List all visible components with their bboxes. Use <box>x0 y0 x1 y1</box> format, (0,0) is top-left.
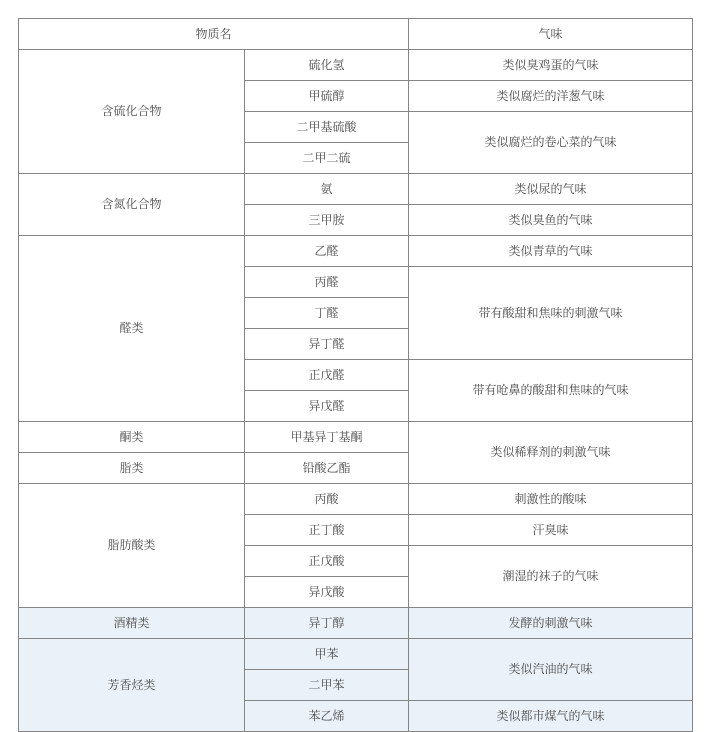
odor-cell: 类似臭鱼的气味 <box>409 205 693 236</box>
odor-cell: 类似汽油的气味 <box>409 639 693 701</box>
table-row <box>19 422 693 453</box>
odor-cell: 潮湿的袜子的气味 <box>409 546 693 608</box>
substance-cell: 甲硫醇 <box>245 81 409 112</box>
substance-cell: 二甲二硫 <box>245 143 409 174</box>
substance-cell: 异戊醛 <box>245 391 409 422</box>
column-header-substance: 物质名 <box>19 19 409 50</box>
odor-cell: 刺激性的酸味 <box>409 484 693 515</box>
odor-cell: 发酵的刺激气味 <box>409 608 693 639</box>
substance-cell: 乙醛 <box>245 236 409 267</box>
table-row <box>19 50 693 81</box>
substance-cell: 正戊酸 <box>245 546 409 577</box>
category-cell: 脂肪酸类 <box>19 484 245 608</box>
substance-cell: 正丁酸 <box>245 515 409 546</box>
substance-cell: 硫化氢 <box>245 50 409 81</box>
substance-cell: 异丁醛 <box>245 329 409 360</box>
substance-cell: 丙醛 <box>245 267 409 298</box>
substance-cell: 二甲苯 <box>245 670 409 701</box>
category-cell: 醛类 <box>19 236 245 422</box>
odor-cell: 带有呛鼻的酸甜和焦味的气味 <box>409 360 693 422</box>
substance-cell: 三甲胺 <box>245 205 409 236</box>
substance-cell: 二甲基硫酸 <box>245 112 409 143</box>
odor-cell: 汗臭味 <box>409 515 693 546</box>
header-row <box>19 19 693 50</box>
substance-cell: 苯乙烯 <box>245 701 409 732</box>
category-cell: 酮类 <box>19 422 245 453</box>
table-row <box>19 236 693 267</box>
odor-cell: 类似稀释剂的刺激气味 <box>409 422 693 484</box>
category-cell: 含硫化合物 <box>19 50 245 174</box>
substance-cell: 甲基异丁基酮 <box>245 422 409 453</box>
substance-cell: 甲苯 <box>245 639 409 670</box>
odor-cell: 类似腐烂的卷心菜的气味 <box>409 112 693 174</box>
substance-cell: 铅酸乙酯 <box>245 453 409 484</box>
table-row <box>19 174 693 205</box>
substance-cell: 正戊醛 <box>245 360 409 391</box>
odor-cell: 类似腐烂的洋葱气味 <box>409 81 693 112</box>
table-row <box>19 608 693 639</box>
odor-cell: 类似尿的气味 <box>409 174 693 205</box>
odor-cell: 类似都市煤气的气味 <box>409 701 693 732</box>
column-header-odor: 气味 <box>409 19 693 50</box>
substance-cell: 丙酸 <box>245 484 409 515</box>
odor-cell: 类似青草的气味 <box>409 236 693 267</box>
substance-odor-table <box>18 18 693 732</box>
category-cell: 芳香烃类 <box>19 639 245 732</box>
table-row <box>19 484 693 515</box>
category-cell: 含氮化合物 <box>19 174 245 236</box>
category-cell: 酒精类 <box>19 608 245 639</box>
odor-cell: 带有酸甜和焦味的刺激气味 <box>409 267 693 360</box>
substance-cell: 氨 <box>245 174 409 205</box>
odor-table-container <box>18 18 693 732</box>
substance-cell: 异丁醇 <box>245 608 409 639</box>
table-row <box>19 639 693 670</box>
category-cell: 脂类 <box>19 453 245 484</box>
substance-cell: 丁醛 <box>245 298 409 329</box>
substance-cell: 异戊酸 <box>245 577 409 608</box>
odor-cell: 类似臭鸡蛋的气味 <box>409 50 693 81</box>
